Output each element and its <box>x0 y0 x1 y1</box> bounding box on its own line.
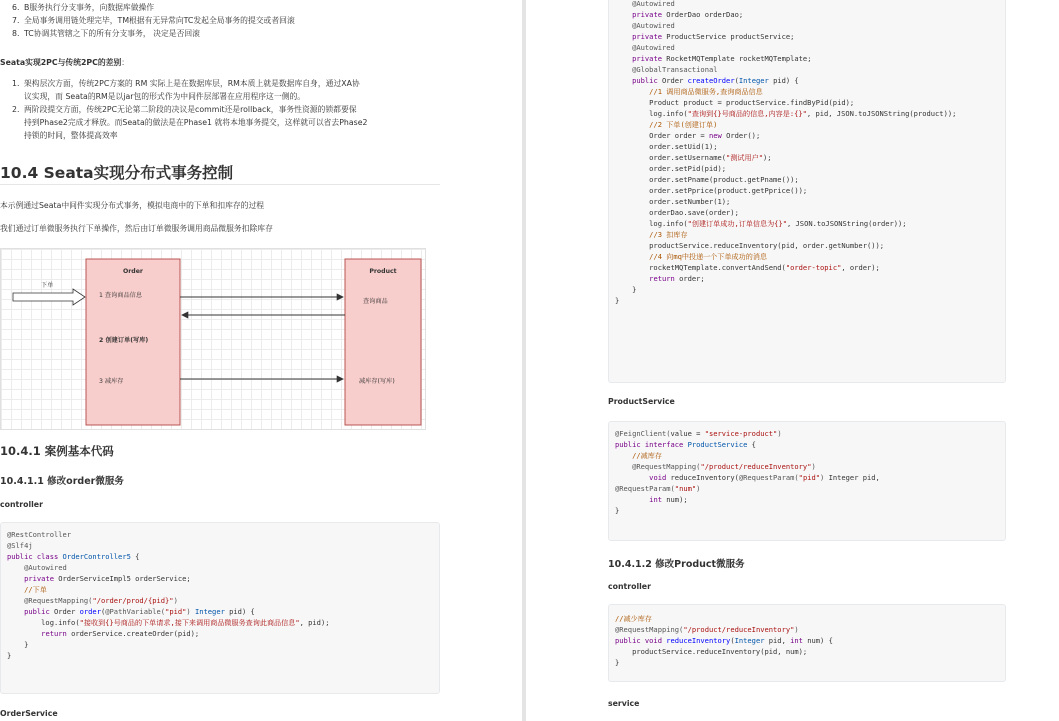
code-line <box>615 273 999 284</box>
code-token: ) <box>173 596 178 605</box>
code-token: @RequestParam( <box>738 473 799 482</box>
code-token: 1); <box>704 142 718 151</box>
code-token: createOrder <box>687 76 735 85</box>
code-token: ) <box>794 625 799 634</box>
code-token: num) { <box>807 636 833 645</box>
list-item-cont: 持到Phase2完成才释放。而Seata的做法是在Phase1 就将本地事务提交，这样就可以省去Phase2 <box>24 118 368 127</box>
order-product-diagram <box>0 248 426 430</box>
code-line <box>615 635 999 646</box>
code-line <box>7 639 433 650</box>
code-token: , order); <box>841 263 880 272</box>
code-token: order.setUsername( <box>615 153 727 162</box>
code-token: { <box>747 440 756 449</box>
code-token: ( <box>734 76 739 85</box>
code-token <box>615 43 632 52</box>
code-token: "/product/reduceInventory" <box>683 625 795 634</box>
code-token: @Autowired <box>24 563 67 572</box>
code-line <box>615 31 999 42</box>
code-token: pid) { <box>768 76 799 85</box>
product-step-1: 查询商品 <box>363 298 388 305</box>
code-line <box>7 529 433 540</box>
code-token: } <box>615 285 637 294</box>
code-token: } <box>7 640 29 649</box>
subsection-title: 10.4.1 案例基本代码 <box>0 444 114 458</box>
list-item: 7. 全局事务调用链处理完毕，TM根据有无异常向TC发起全局事务的提交或者回滚 <box>12 16 295 25</box>
code-token: int <box>790 636 808 645</box>
code-token: @FeignClient( <box>615 429 671 438</box>
code-token: //下单 <box>24 585 47 594</box>
code-token: private <box>632 10 667 19</box>
code-line <box>615 75 999 86</box>
code-token: } <box>615 296 620 305</box>
code-token <box>615 21 632 30</box>
code-token: order.setNumber( <box>615 197 718 206</box>
code-token: ( <box>100 607 106 616</box>
code-line <box>615 108 999 119</box>
code-token: public void <box>615 636 667 645</box>
order-step-3: 3 减库存 <box>99 378 124 385</box>
code-token: @GlobalTransactional <box>632 65 718 74</box>
list-item: 2. 两阶段提交方面，传统2PC无论第二阶段的决议是commit还是rollback，事务性资源的锁都要保 <box>12 105 357 114</box>
code-token <box>615 76 632 85</box>
code-token: //减库存 <box>632 451 662 460</box>
code-line <box>615 185 999 196</box>
code-line <box>7 606 433 617</box>
code-token: "pid" <box>165 607 187 616</box>
code-token: num); <box>666 495 688 504</box>
code-line <box>615 42 999 53</box>
code-line <box>615 229 999 240</box>
order-input-arrow <box>13 289 85 305</box>
code-token: value = <box>670 429 705 438</box>
code-token: ProductService <box>687 440 748 449</box>
code-token: log.info( <box>615 219 688 228</box>
code-token <box>615 230 649 239</box>
code-line <box>615 196 999 207</box>
diagram-svg <box>1 249 427 431</box>
code-line <box>615 284 999 295</box>
order-input-label: 下单 <box>41 282 54 289</box>
code-token: order.setPprice(product.getPprice()); <box>615 186 808 195</box>
code-line <box>615 646 999 657</box>
code-token: Integer <box>734 636 765 645</box>
code-line <box>7 562 433 573</box>
code-line <box>7 595 433 606</box>
product-box-title: Product <box>369 268 397 275</box>
code-token: ( <box>730 636 735 645</box>
code-token: ) <box>186 607 195 616</box>
divider <box>0 184 440 185</box>
list-item: 6. B服务执行分支事务，向数据库做操作 <box>12 3 155 12</box>
code-token: OrderDao orderDao; <box>666 10 744 19</box>
intro-text-1: 本示例通过Seata中间件实现分布式事务，模拟电商中的下单和扣库存的过程 <box>0 201 265 210</box>
order-service-code-block <box>608 0 1006 383</box>
code-token: order <box>79 607 101 616</box>
code-line <box>7 650 433 661</box>
subsubsection-title: 10.4.1.1 修改order微服务 <box>0 476 124 487</box>
diff-heading: Seata实现2PC与传统2PC的差别： <box>0 58 130 67</box>
code-line <box>7 628 433 639</box>
code-line <box>615 428 999 439</box>
code-line <box>615 207 999 218</box>
code-token: Integer <box>194 607 225 616</box>
code-token: "pid" <box>798 473 821 482</box>
list-item: 1. 架构层次方面，传统2PC方案的 RM 实际上是在数据库层，RM本质上就是数据库自身，通过XA协 <box>12 79 360 88</box>
code-token: Order(); <box>726 131 761 140</box>
code-line <box>615 9 999 20</box>
code-line <box>615 450 999 461</box>
code-line <box>615 174 999 185</box>
steps-list-top <box>12 1 295 40</box>
code-token: Order order = <box>615 131 709 140</box>
code-token: //2 下单(创建订单) <box>649 120 718 129</box>
code-line <box>615 130 999 141</box>
code-token: private <box>24 574 59 583</box>
code-token: public <box>632 76 662 85</box>
code-token <box>615 495 649 504</box>
code-line <box>615 53 999 64</box>
right-page <box>532 0 1059 721</box>
code-token: Integer <box>738 76 769 85</box>
code-token: Order <box>54 607 80 616</box>
code-line <box>615 86 999 97</box>
code-line <box>615 0 999 9</box>
code-line <box>615 97 999 108</box>
code-token: orderDao.save(order); <box>615 208 739 217</box>
product-controller-label: controller <box>608 582 651 591</box>
code-line <box>615 505 999 516</box>
product-step-2: 减库存(写库) <box>359 378 395 385</box>
code-token: RocketMQTemplate rocketMQTemplate; <box>666 54 812 63</box>
product-service-label: ProductService <box>608 397 675 406</box>
order-step-1: 1 查询商品信息 <box>99 292 143 299</box>
product-box <box>345 259 421 425</box>
code-token: } <box>7 651 12 660</box>
code-token <box>615 473 649 482</box>
code-token: "num" <box>674 484 697 493</box>
code-token: } <box>615 658 620 667</box>
order-service-label: OrderService <box>0 709 58 718</box>
order-step-2: 2 创建订单(写库) <box>99 337 149 344</box>
page-divider <box>522 0 526 721</box>
controller-code-block <box>0 522 440 694</box>
code-token <box>615 451 632 460</box>
code-token <box>615 252 649 261</box>
product-controller-code-block <box>608 604 1006 682</box>
code-token: OrderServiceImpl5 orderService; <box>58 574 191 583</box>
intro-text-2: 我们通过订单微服务执行下单操作，然后由订单微服务调用商品微服务扣除库存 <box>0 224 273 233</box>
code-line <box>615 624 999 635</box>
code-token <box>7 596 24 605</box>
code-token: "接收到{}号商品的下单请求,接下来调用商品微服务查询此商品信息" <box>79 618 300 627</box>
code-line <box>615 240 999 251</box>
code-token: order.setPname(product.getPname()); <box>615 175 799 184</box>
code-token <box>7 563 24 572</box>
code-line <box>615 472 999 483</box>
code-token: //1 调用商品微服务,查询商品信息 <box>649 87 763 96</box>
code-token <box>615 54 632 63</box>
code-token: //3 扣库存 <box>649 230 688 239</box>
code-token: int <box>649 495 667 504</box>
code-token: return <box>649 274 680 283</box>
code-token: ProductService productService; <box>666 32 795 41</box>
code-token: 1); <box>717 197 731 206</box>
code-token: order.setPid(pid); <box>615 164 727 173</box>
code-token: @RequestMapping( <box>24 596 93 605</box>
code-token: @RestController <box>7 530 72 539</box>
code-token: @PathVariable( <box>105 607 166 616</box>
code-token <box>615 120 649 129</box>
code-token: ) <box>820 473 829 482</box>
code-token: log.info( <box>615 109 688 118</box>
code-token: order.setUid( <box>615 142 705 151</box>
code-line <box>615 295 999 306</box>
code-line <box>615 163 999 174</box>
code-token <box>615 65 632 74</box>
code-token: public <box>24 607 54 616</box>
code-token <box>7 607 24 616</box>
code-token: void <box>649 473 671 482</box>
code-token: new <box>708 131 727 140</box>
code-token: productService.reduceInventory(pid, order.getNumber()); <box>615 241 885 250</box>
controller-label: controller <box>0 500 43 509</box>
code-token: order; <box>679 274 705 283</box>
code-token <box>7 585 24 594</box>
code-token: { <box>130 552 140 561</box>
list-item-cont: 议实现，而 Seata的RM是以jar包的形式作为中间件层部署在应用程序这一侧的。 <box>24 92 306 101</box>
code-token: Product product = productService.findByPid(pid); <box>615 98 855 107</box>
order-box-title: Order <box>123 268 143 275</box>
code-token: @RequestMapping( <box>632 462 701 471</box>
code-token: //4 向mq中投递一个下单成功的消息 <box>649 252 768 261</box>
code-token: orderService.createOrder(pid); <box>71 629 200 638</box>
code-token <box>615 32 632 41</box>
code-line <box>615 64 999 75</box>
code-line <box>7 573 433 584</box>
code-token: private <box>632 32 667 41</box>
service-label: service <box>608 699 640 708</box>
code-token: @Autowired <box>632 21 675 30</box>
code-token: ) <box>696 484 701 493</box>
code-line <box>615 152 999 163</box>
code-line <box>615 439 999 450</box>
code-line <box>615 613 999 624</box>
code-line <box>615 20 999 31</box>
code-token: ) <box>777 429 782 438</box>
code-token: ); <box>762 153 772 162</box>
code-line <box>615 119 999 130</box>
code-line <box>7 584 433 595</box>
code-token: pid) { <box>224 607 255 616</box>
code-token: ) <box>811 462 816 471</box>
left-page <box>0 0 460 721</box>
code-token <box>7 629 41 638</box>
code-token: , JSON.toJSONString(order)); <box>787 219 907 228</box>
code-token: rocketMQTemplate.convertAndSend( <box>615 263 786 272</box>
diff-list <box>12 77 367 142</box>
code-line <box>615 251 999 262</box>
code-token: OrderController5 <box>62 552 131 561</box>
code-line <box>7 540 433 551</box>
code-token <box>615 0 632 8</box>
code-token: reduceInventory <box>666 636 731 645</box>
code-line <box>7 617 433 628</box>
code-token: "/product/reduceInventory" <box>700 462 812 471</box>
code-token: reduceInventory( <box>670 473 739 482</box>
code-token: Order <box>662 76 688 85</box>
code-line <box>615 218 999 229</box>
code-token: "查询到{}号商品的信息,内容是:{}" <box>687 109 807 118</box>
code-token: "order-topic" <box>785 263 842 272</box>
product-service-code-block <box>608 421 1006 541</box>
code-token: } <box>615 506 620 515</box>
code-token <box>615 462 632 471</box>
code-token <box>615 10 632 19</box>
code-token: @Slf4j <box>7 541 33 550</box>
code-line <box>615 141 999 152</box>
code-token: "/order/prod/{pid}" <box>92 596 174 605</box>
code-token <box>615 274 649 283</box>
code-token: private <box>632 54 667 63</box>
code-line <box>615 483 999 494</box>
code-token <box>7 574 24 583</box>
code-token: @Autowired <box>632 43 675 52</box>
code-token: log.info( <box>7 618 80 627</box>
code-line <box>615 262 999 273</box>
code-line <box>615 657 999 668</box>
code-token: @Autowired <box>632 0 675 8</box>
subsubsection-title-product: 10.4.1.2 修改Product微服务 <box>608 559 745 570</box>
code-token: @RequestMapping( <box>615 625 684 634</box>
code-token: "service-product" <box>704 429 778 438</box>
code-token: return <box>41 629 72 638</box>
code-token: public interface <box>615 440 688 449</box>
code-line <box>615 494 999 505</box>
list-item-cont: 持锁的时间，整体提高效率 <box>24 131 118 140</box>
code-token: "创建订单成功,订单信息为{}" <box>687 219 787 228</box>
code-token: //减少库存 <box>615 614 652 623</box>
code-token: @RequestParam( <box>615 484 675 493</box>
code-line <box>615 461 999 472</box>
code-token: productService.reduceInventory(pid, num); <box>615 647 808 656</box>
section-title: 10.4 Seata实现分布式事务控制 <box>0 164 234 182</box>
code-line <box>7 551 433 562</box>
code-token <box>615 87 649 96</box>
list-item: 8. TC协调其管辖之下的所有分支事务， 决定是否回滚 <box>12 29 200 38</box>
code-token: pid, <box>764 636 791 645</box>
code-token: Integer pid, <box>828 473 880 482</box>
code-token: , pid); <box>299 618 330 627</box>
code-token: public class <box>7 552 63 561</box>
code-token: , pid, JSON.toJSONString(product)); <box>806 109 957 118</box>
code-token: "测试用户" <box>726 153 763 162</box>
